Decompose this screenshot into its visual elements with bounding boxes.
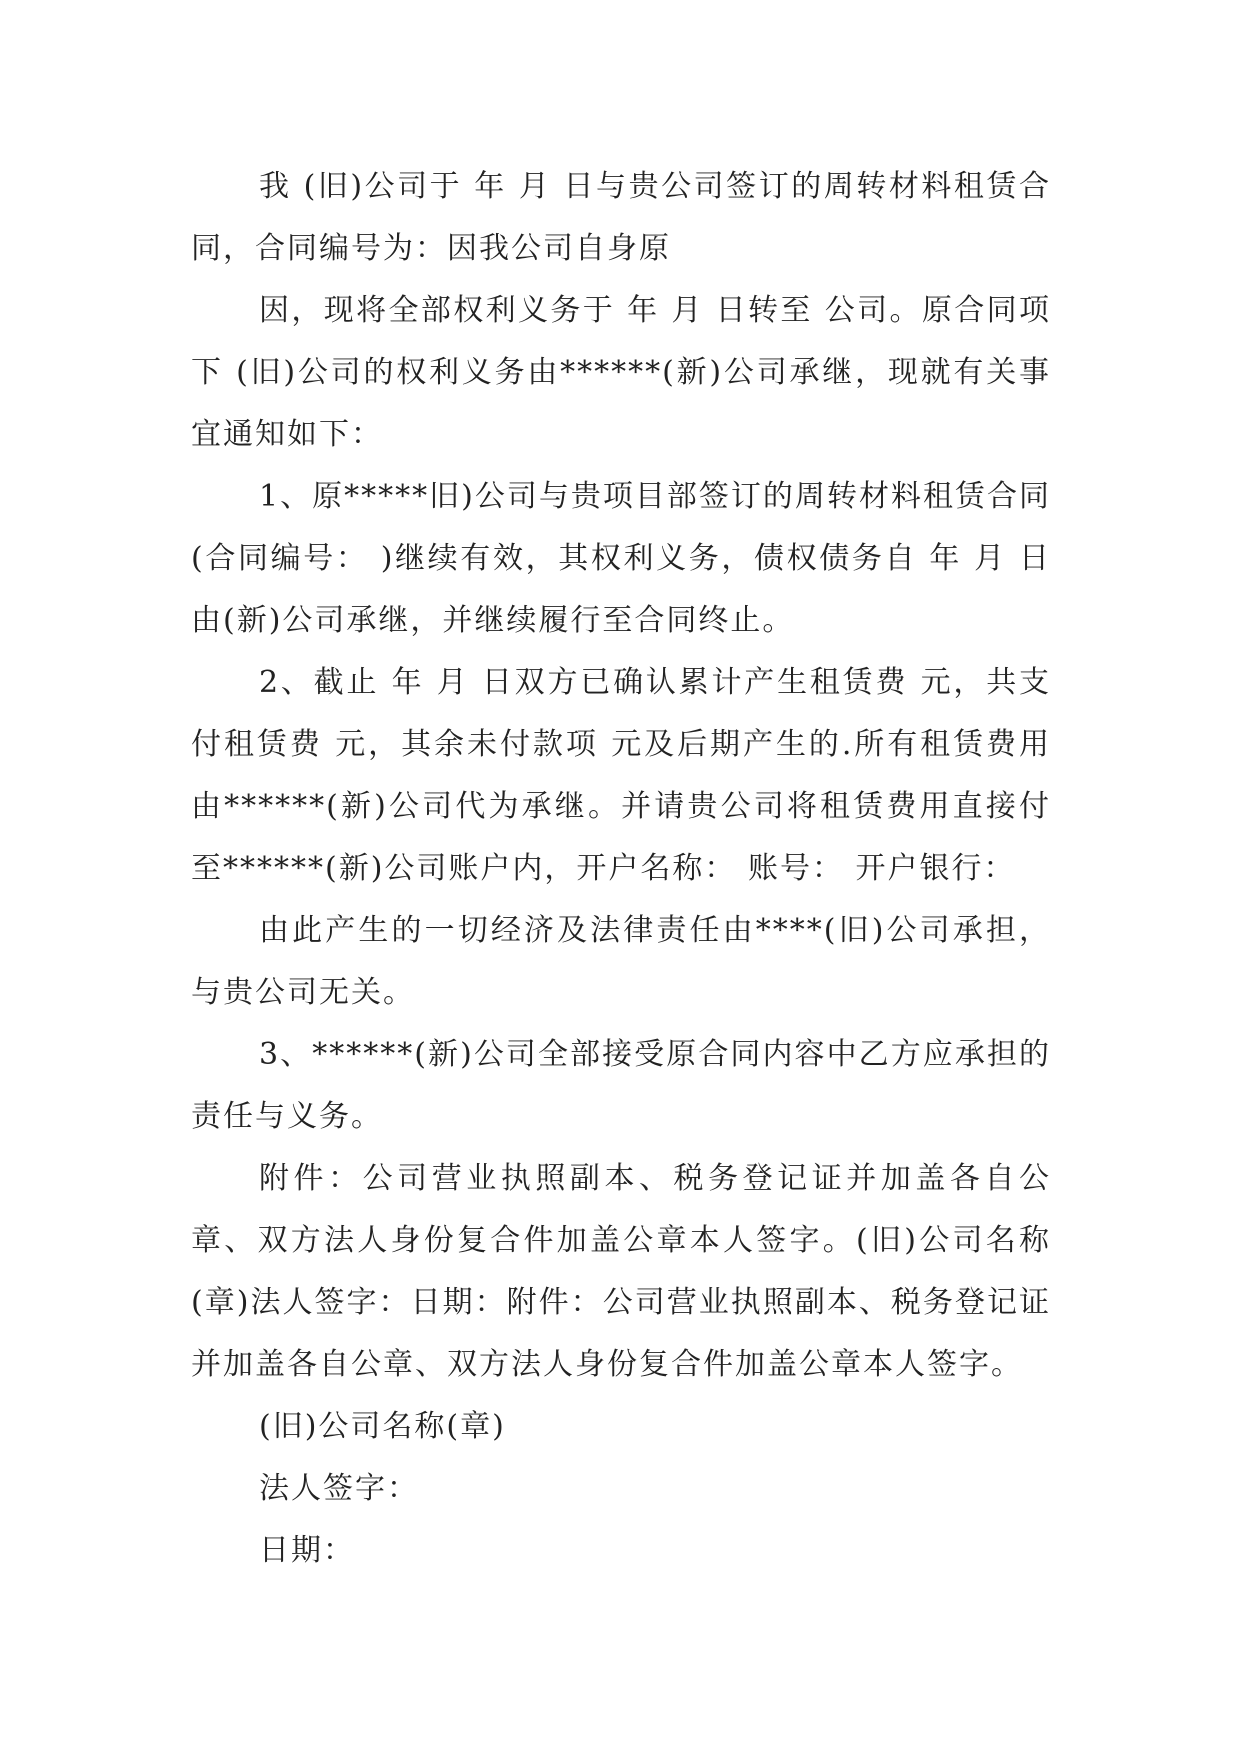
document-body — [191, 156, 1051, 1582]
signature-company-name: (旧)公司名称(章) — [259, 1409, 506, 1444]
paragraph-item-1: 1、原*****旧)公司与贵项目部签订的周转材料租赁合同(合同编号： )继续有效，其权利义务，债权债务自 年 月 日由(新)公司承继，并继续履行至合同终止。 — [191, 479, 1051, 638]
paragraph-item-3: 3、******(新)公司全部接受原合同内容中乙方应承担的责任与义务。 — [191, 1037, 1051, 1134]
paragraph-item-2: 2、截止 年 月 日双方已确认累计产生租赁费 元，共支付租赁费 元，其余未付款项 元及后期产生的.所有租赁费用由******(新)公司代为承继。并请贵公司将租赁费用直接付至******(新)公司账户内，开户名称： 账号： 开户银行： — [191, 665, 1051, 886]
signature-legal-person: 法人签字： — [259, 1471, 419, 1506]
paragraph-attachments: 附件：公司营业执照副本、税务登记证并加盖各自公章、双方法人身份复合件加盖公章本人签字。(旧)公司名称(章)法人签字：日期：附件：公司营业执照副本、税务登记证并加盖各自公章、双方法人身份复合件加盖公章本人签字。 — [191, 1161, 1051, 1382]
paragraph-contract-intro: 我 (旧)公司于 年 月 日与贵公司签订的周转材料租赁合同，合同编号为：因我公司自身原 — [191, 169, 1051, 266]
paragraph-liability: 由此产生的一切经济及法律责任由****(旧)公司承担，与贵公司无关。 — [191, 913, 1051, 1010]
paragraph-transfer-notice: 因，现将全部权利义务于 年 月 日转至 公司。原合同项下 (旧)公司的权利义务由******(新)公司承继，现就有关事宜通知如下： — [191, 293, 1051, 452]
signature-date: 日期： — [259, 1533, 355, 1568]
